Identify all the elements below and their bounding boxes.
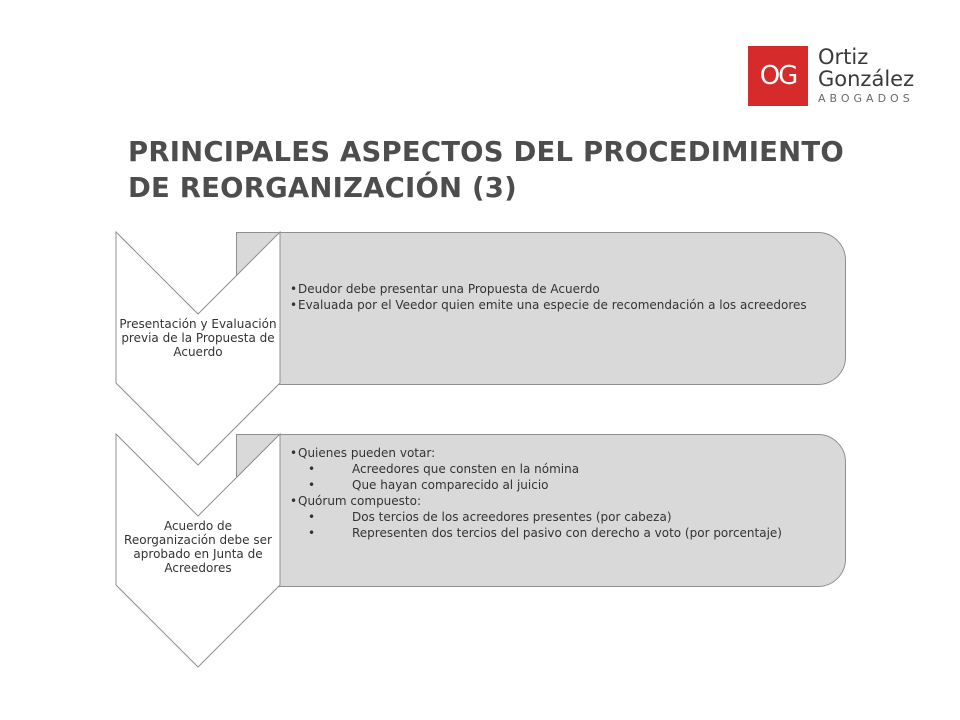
step-2-label: Acuerdo de Reorganización debe ser aprobado en Junta de Acreedores [124,519,272,575]
slide-title-line-2: DE REORGANIZACIÓN (3) [128,172,517,204]
step-2-bullets [286,445,834,541]
step-2-group-1-heading: • Quienes pueden votar: [286,445,834,461]
step-2-group-2-heading: • Quórum compuesto: [286,493,834,509]
step-2-group-2-item-1: • Dos tercios de los acreedores presentes (por cabeza) [286,509,834,525]
step-2-group-1-item-1: • Acreedores que consten en la nómina [286,461,834,477]
step-2-group-1-item-2: • Que hayan comparecido al juicio [286,477,834,493]
logo-line-ortiz: Ortiz [818,45,869,69]
slide-title-line-1: PRINCIPALES ASPECTOS DEL PROCEDIMIENTO [128,136,844,168]
step-2-group-2-item-2: • Representen dos tercios del pasivo con derecho a voto (por porcentaje) [286,525,834,541]
step-1-bullet-1: • Deudor debe presentar una Propuesta de Acuerdo [286,281,834,297]
logo-line-gonzalez: González [818,67,915,91]
step-1-label: Presentación y Evaluación previa de la Propuesta de Acuerdo [119,317,277,359]
step-1-bullet-2: • Evaluada por el Veedor quien emite una especie de recomendación a los acreedores [286,297,834,313]
logo-mark: OG [748,46,808,106]
logo-line-abogados: ABOGADOS [818,92,914,105]
step-1-bullets [286,281,834,313]
